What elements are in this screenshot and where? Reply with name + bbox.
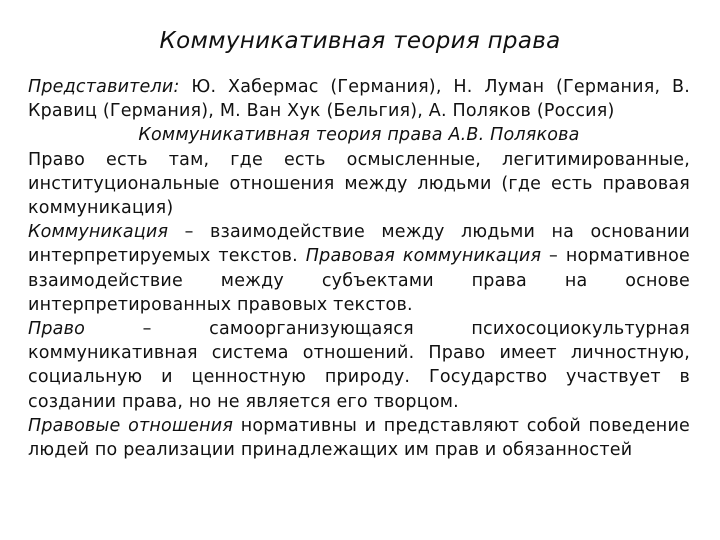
- legal-relations-term: Правовые отношения: [28, 415, 234, 436]
- law-self-organization-text: – самоорганизующаяся психосоциокультурная коммуникативная система отношений. Право имеет личностную, социальную и ценностную природу. Государство участвует в создании права, но не является его творцом.: [28, 319, 690, 412]
- legal-communication-text: – нормативное взаимодействие между субъектами права на основе интерпретированных правовых текстов.: [28, 246, 690, 315]
- slide-content: [28, 75, 690, 462]
- communication-term: Коммуникация: [28, 222, 169, 243]
- law-term: Право: [28, 319, 86, 340]
- law-self-organization-paragraph: [28, 317, 690, 414]
- law-definition: Право есть там, где есть осмысленные, легитимированные, институциональные отношения между людьми (где есть правовая коммуникация): [28, 149, 690, 219]
- representatives-text: Ю. Хабермас (Германия), Н. Луман (Германия, В. Кравиц (Германия), М. Ван Хук (Бельгия), А. Поляков (Россия): [28, 77, 690, 122]
- legal-communication-term: Правовая коммуникация: [305, 246, 542, 267]
- communication-paragraph: [28, 220, 690, 317]
- representatives-paragraph: [28, 75, 690, 123]
- legal-relations-text: нормативны и представляют собой поведение людей по реализации принадлежащих им прав и обязанностей: [28, 415, 690, 461]
- section-subtitle: Коммуникативная теория права А.В. Полякова: [138, 125, 580, 146]
- slide-title: Коммуникативная теория права: [159, 28, 561, 54]
- representatives-label: Представители:: [28, 77, 180, 97]
- legal-relations-paragraph: [28, 414, 690, 462]
- communication-text: – взаимодействие между людьми на основании интерпретируемых текстов.: [28, 222, 690, 267]
